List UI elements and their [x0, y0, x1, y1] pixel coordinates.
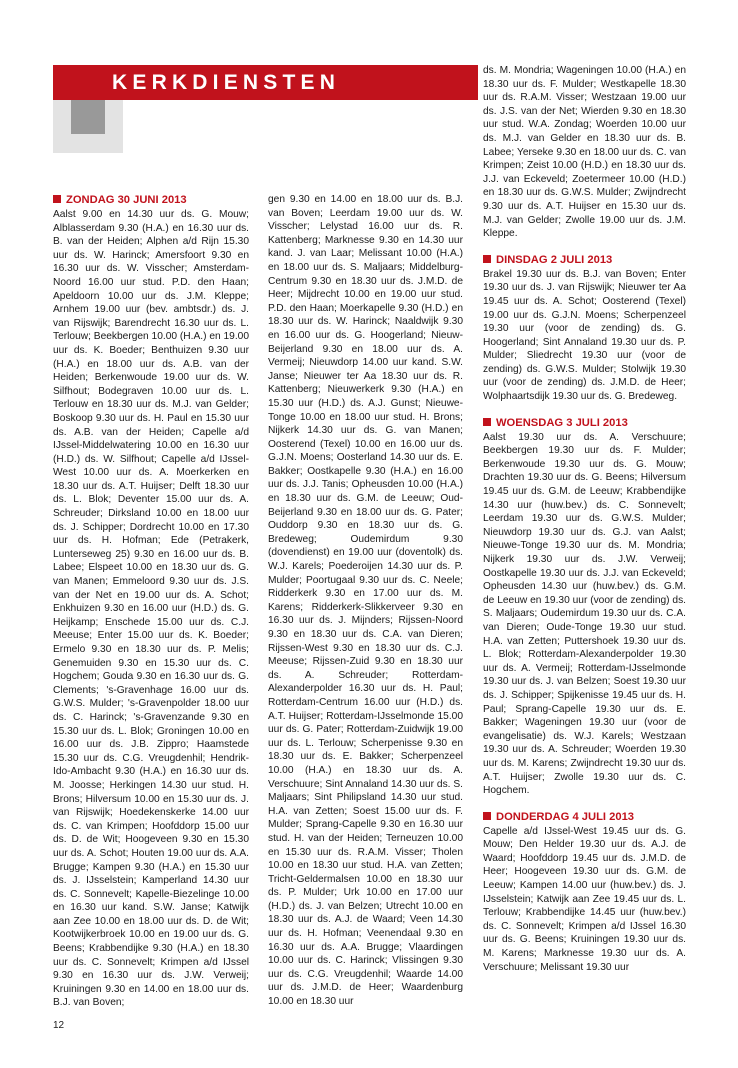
service-list-thursday: Capelle a/d IJssel-West 19.45 uur ds. G. Mouw; Den Helder 19.30 uur ds. A.J. de Waard; Hoofddorp 19.45 uur ds. J.M.D. de Heer; Hoogeveen 19.30 uur ds. G.M. de Leeuw; Kampen 14.00 uur (huw.bev.) ds. J. IJsselstein; Katwijk aan Zee 19.45 uur ds. L. Terlouw; Krabbendijke 14.45 uur (huw.bev.) ds. C. Sonnevelt; Krimpen a/d IJssel 16.30 uur ds. G. Beens; Kruiningen 19.30 uur ds. M. Karens; Marknesse 19.30 uur ds. A. Verschuure; Melissant 19.30 uur: [483, 825, 686, 973]
section-heading-sunday: ZONDAG 30 JUNI 2013: [53, 193, 249, 207]
service-list-tuesday: Brakel 19.30 uur ds. B.J. van Boven; Enter 19.30 uur ds. J. van Rijswijk; Nieuwer ter Aa 19.45 uur ds. A. Schot; Oosterend (Texel) 19.00 uur ds. G.J.N. Moens; Scherpenzeel 19.30 uur (voor de zending) ds. G. Hoogerland; Sint Annaland 19.30 uur ds. P. Mulder; Sliedrecht 19.30 uur (voor de zending) ds. G.W.S. Mulder; Stolwijk 19.30 uur (voor de zending) ds. J.M.D. de Heer; Wolphaartsdijk 19.30 uur ds. G. Bredeweg.: [483, 268, 686, 403]
page-number: 12: [53, 1020, 65, 1031]
column-2: [268, 193, 463, 1015]
page-title: KERKDIENSTEN: [112, 71, 341, 94]
section-heading-thursday: DONDERDAG 4 JULI 2013: [483, 810, 686, 824]
section-heading-tuesday: DINSDAG 2 JULI 2013: [483, 253, 686, 267]
header-decoration-gray: [71, 100, 105, 134]
column-1: [53, 193, 249, 1015]
service-list-sunday-end: ds. M. Mondria; Wageningen 10.00 (H.A.) en 18.30 uur ds. F. Mulder; Westkapelle 18.30 uur ds. R.A.M. Visser; Westzaan 19.00 uur ds. J.S. van der Net; Wierden 9.30 en 18.30 uur stud. W.A. Zondag; Woerden 10.00 uur ds. M.J. van Gelder en 18.30 uur ds. B. Labee; Yerseke 9.30 en 18.00 uur ds. C. van Krimpen; Zeist 10.00 (H.D.) en 18.30 uur ds. J.J. van Eckeveld; Zoetermeer 10.00 (H.D.) en 18.30 uur ds. G.W.S. Mulder; Zwijndrecht 9.30 uur ds. A.T. Huijser en 15.30 uur ds. M.J. van Gelder; Zwolle 19.00 uur ds. J.M. Kleppe.: [483, 65, 686, 240]
service-list-wednesday: Aalst 19.30 uur ds. A. Verschuure; Beekbergen 19.30 uur ds. F. Mulder; Berkenwoude 19.30 uur ds. G. Mouw; Drachten 19.30 uur ds. G. Beens; Hilversum 19.45 uur ds. G.M. de Leeuw; Krabbendijke 14.30 uur (huw.bev.) ds. C. Sonnevelt; Leerdam 19.30 uur ds. G.W.S. Mulder; Nieuwdorp 19.30 uur ds. G.J. van Aalst; Nieuwe-Tonge 19.30 uur ds. M. Mondria; Nijkerk 19.30 uur ds. J.W. Verweij; Oostkapelle 19.30 uur ds. J.J. van Eckeveld; Opheusden 14.30 uur (huw.bev.) ds. G.M. de Leeuw en 19.30 uur (voor de zending) ds. S. Maljaars; Oudemirdum 19.30 uur ds. C.A. van Dieren; Oude-Tonge 19.30 uur stud. H.A. van Zetten; Puttershoek 19.30 uur ds. L. Blok; Rotterdam-Alexanderpolder 19.30 uur ds. A. Vermeij; Rotterdam-IJsselmonde 19.30 uur ds. J. van Belzen; Soest 19.30 uur ds. J. Schipper; Spijkenisse 19.45 uur ds. H. Paul; Sprang-Capelle 19.30 uur ds. E. Bakker; Wageningen 19.30 uur (voor de evangelisatie) ds. W.J. Karels; Westzaan 19.30 uur ds. A. Schreuder; Woerden 19.30 uur ds. M. Karens; Zwijndrecht 19.30 uur ds. A.T. Huijser; Zwolle 19.30 uur ds. C. Hogchem.: [483, 431, 686, 797]
section-heading-wednesday: WOENSDAG 3 JULI 2013: [483, 416, 686, 430]
column-3: [483, 64, 686, 1024]
service-list-sunday-continued: gen 9.30 en 14.00 en 18.00 uur ds. B.J. van Boven; Leerdam 19.00 uur ds. W. Visscher; Lelystad 16.00 uur ds. R. Kattenberg; Marknesse 9.30 en 14.30 uur kand. J. van Laar; Melissant 10.00 (H.A.) en 18.00 uur ds. S. Maljaars; Middelburg-Centrum 9.30 en 18.30 uur ds. J.M.D. de Heer; Mijdrecht 10.00 en 19.00 uur stud. P.D. den Haan; Moerkapelle 9.30 (H.D.) en 18.30 uur ds. W. Harinck; Naaldwijk 9.30 en 16.00 uur ds. G. Hoogerland; Nieuw-Beijerland 9.30 en 18.00 uur ds. A. Vermeij; Nieuwdorp 14.00 uur kand. S.W. Janse; Nieuwer ter Aa 18.30 uur ds. R. Kattenberg; Nieuwerkerk 9.30 (H.A.) en 15.30 uur (H.D.) ds. A.J. Gunst; Nieuwe-Tonge 10.00 en 18.00 uur stud. H. Brons; Nijkerk 14.30 uur ds. G. van Manen; Oosterend (Texel) 10.00 en 16.00 uur ds. G.J.N. Moens; Oosterland 14.30 uur ds. E. Bakker; Oostkapelle 9.30 (H.A.) en 16.00 uur ds. J.J. Tanis; Opheusden 10.00 (H.A.) en 18.30 uur ds. G.M. de Leeuw; Oud-Beijerland 9.30 en 18.00 uur ds. G. Pater; Ouddorp 9.30 en 18.30 uur ds. G. Bredeweg; Oudemirdum 9.30 (dovendienst) en 19.00 uur (doventolk) ds. W.J. Karels; Poederoijen 14.30 uur ds. P. Mulder; Poortugaal 9.30 uur ds. C. Neele; Ridderkerk 9.30 en 17.00 uur ds. M. Karens; Ridderkerk-Slikkerveer 9.30 en 16.30 uur ds. J. Mijnders; Rijssen-Noord 9.30 en 18.30 uur ds. C.A. van Dieren; Rijssen-West 9.30 en 18.30 uur ds. C.J. Meeuse; Rijssen-Zuid 9.30 en 18.30 uur ds. A. Schreuder; Rotterdam-Alexanderpolder 16.30 uur ds. H. Paul; Rotterdam-Centrum 16.00 uur (H.D.) ds. A.T. Huijser; Rotterdam-IJsselmonde 15.00 uur ds. G. Pater; Rotterdam-Zuidwijk 19.00 uur ds. L. Terlouw; Scherpenisse 9.30 en 18.30 uur ds. E. Bakker; Scherpenzeel 10.00 (H.A.) en 18.30 uur ds. A. Verschuure; Sint Annaland 14.30 uur ds. S. Maljaars; Sint Philipsland 14.30 uur stud. H.A. van Zetten; Soest 15.00 uur ds. F. Mulder; Sprang-Capelle 9.30 en 16.30 uur stud. H. van der Heiden; Terneuzen 10.00 en 15.30 uur ds. R.A.M. Visser; Tholen 10.00 en 18.30 uur stud. H.A. van Zetten; Tricht-Geldermalsen 10.00 en 18.30 uur ds. P. Mulder; Urk 10.00 en 17.00 uur (H.D.) ds. J. van Belzen; Utrecht 10.00 en 18.30 uur ds. A.J. de Waard; Veen 14.30 uur ds. H. Hofman; Veenendaal 9.30 en 16.30 uur ds. A.A. Brugge; Vlaardingen 10.00 uur ds. C. Harinck; Vlissingen 9.30 uur ds. C.G. Vreugdenhil; Waarde 14.00 uur ds. J.M.D. de Heer; Waardenburg 10.00 en 18.30 uur: [268, 194, 463, 1008]
service-list-sunday: Aalst 9.00 en 14.30 uur ds. G. Mouw; Alblasserdam 9.30 (H.A.) en 16.30 uur ds. B. van der Heiden; Alphen a/d Rijn 15.30 uur ds. W. Harinck; Amersfoort 9.30 en 16.30 uur ds. W. Visscher; Amsterdam-Noord 16.00 uur stud. P.D. den Haan; Apeldoorn 10.00 uur ds. J.M. Kleppe; Arnhem 19.00 uur (bev. ambtsdr.) ds. J. van Rijswijk; Barendrecht 16.30 uur ds. L. Terlouw; Beekbergen 10.00 (H.A.) en 19.00 uur ds. K. Boeder; Benthuizen 9.30 uur (H.A.) en 18.00 uur ds. A.B. van der Heiden; Berkenwoude 19.00 uur ds. W. Silfhout; Bodegraven 10.00 uur ds. L. Terlouw en 18.30 uur ds. M.J. van Gelder; Boskoop 9.30 uur ds. H. Paul en 15.30 uur ds. A.B. van der Heiden; Capelle a/d IJssel-Middelwatering 10.00 en 16.30 uur (H.D.) ds. W. Silfhout; Capelle a/d IJssel-West 10.00 uur ds. A. Moerkerken en 18.30 uur ds. A.T. Huijser; Delft 18.30 uur ds. L. Blok; Deventer 15.00 uur ds. A. Schreuder; Dirksland 10.00 en 18.00 uur ds. J. Schipper; Dordrecht 10.00 en 17.30 uur ds. H. Hofman; Ede (Petrakerk, Lunterseweg 25) 9.30 en 16.00 uur ds. B. Labee; Elspeet 10.00 en 18.30 uur ds. G. van Manen; Emmeloord 9.30 uur ds. J.S. van der Net en 19.00 uur ds. A. Schot; Enkhuizen 9.30 en 16.00 uur (H.D.) ds. G. Heijkamp; Enschede 15.00 uur ds. C.J. Meeuse; Enter 15.00 uur ds. K. Boeder; Ermelo 9.30 en 18.30 uur ds. P. Melis; Genemuiden 9.30 en 15.30 uur ds. C. Hogchem; Gouda 9.30 en 16.30 uur ds. G. Clements; 's-Gravenhage 16.00 uur ds. G.W.S. Mulder; 's-Gravenpolder 18.00 uur ds. C. Harinck; 's-Gravenzande 9.30 en 15.30 uur ds. L. Blok; Groningen 10.00 en 16.00 uur ds. J.B. Zippro; Haamstede 15.30 uur ds. C.G. Vreugdenhil; Hendrik-Ido-Ambacht 9.30 (H.A.) en 16.30 uur ds. M. Joosse; Herkingen 14.30 uur stud. H. Brons; Hilversum 10.00 en 15.30 uur ds. J. van Rijswijk; Hoedekenskerke 14.00 uur ds. C. van Krimpen; Hoofddorp 15.00 uur ds. D. de Wit; Hoogeveen 9.30 en 15.30 uur ds. A. Schot; Houten 19.00 uur ds. A.A. Brugge; Kampen 9.30 (H.A.) en 15.30 uur ds. J. IJsselstein; Kamperland 14.30 uur ds. C. Sonnevelt; Kapelle-Biezelinge 10.00 en 16.30 uur kand. S.W. Janse; Katwijk aan Zee 10.00 en 18.00 uur ds. D. de Wit; Kootwijkerbroek 10.00 en 19.00 uur ds. G. Beens; Krabbendijke 9.30 (H.A.) en 18.30 uur ds. C. Sonnevelt; Krimpen a/d IJssel 9.30 en 16.30 uur ds. J.W. Verweij; Kruiningen 9.30 en 14.00 en 18.00 uur ds. B.J. van Boven;: [53, 209, 249, 1009]
